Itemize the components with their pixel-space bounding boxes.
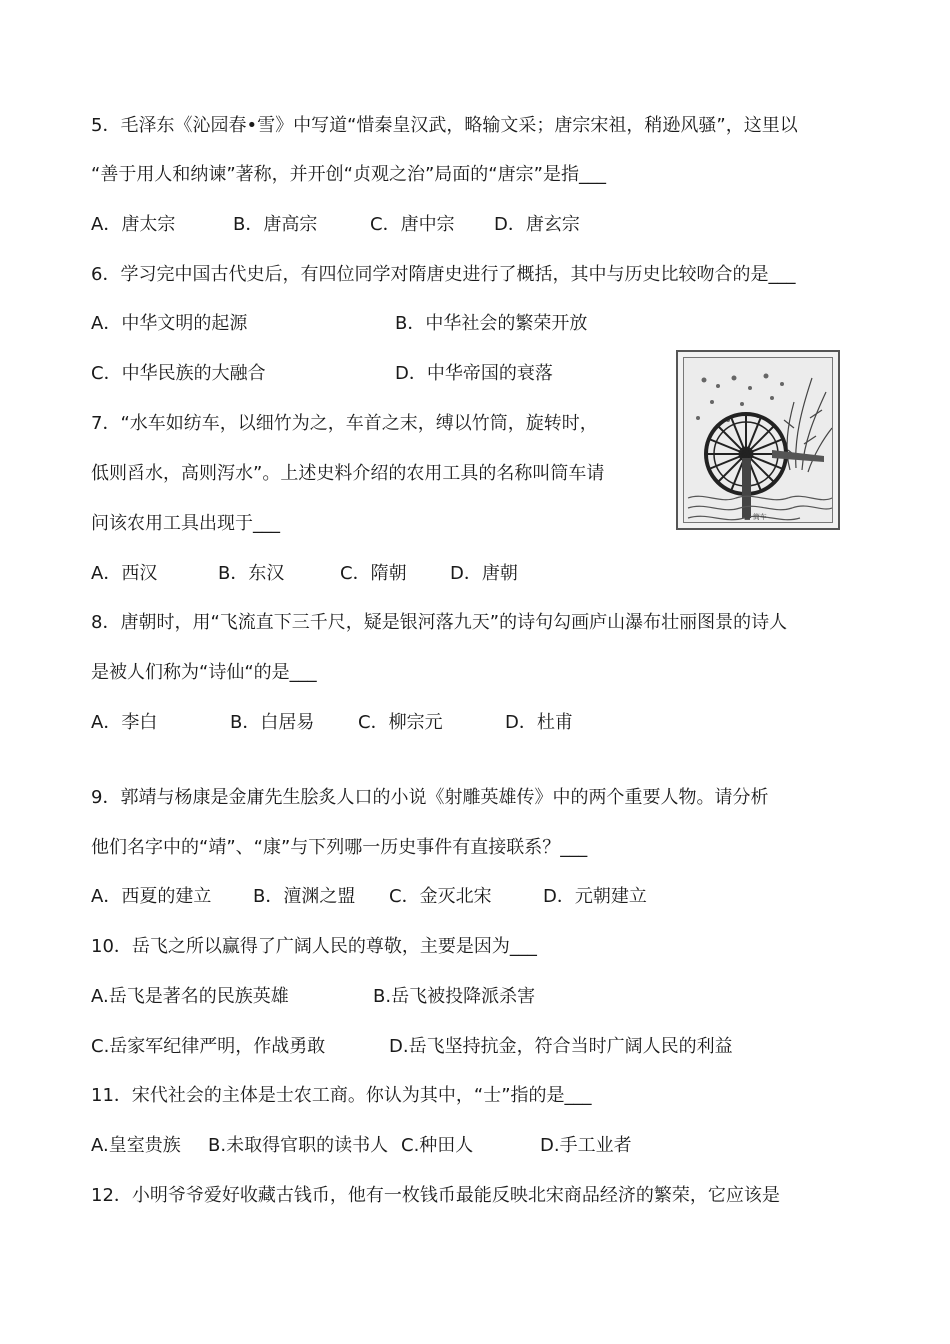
q5-option-a: A．唐太宗 — [91, 214, 176, 235]
q10-option-d: D.岳飞坚持抗金，符合当时广阔人民的利益 — [389, 1036, 733, 1057]
q9-option-b: B．澶渊之盟 — [253, 886, 356, 907]
q11-option-d: D.手工业者 — [540, 1135, 632, 1156]
q11-option-b: B.未取得官职的读书人 — [208, 1135, 389, 1156]
q8-option-a: A．李白 — [91, 712, 158, 733]
water-wheel-figure — [676, 350, 840, 530]
q5-option-d: D．唐玄宗 — [494, 214, 580, 235]
q7-stem-line-3: 问该农用工具出现于___ — [91, 513, 280, 534]
q7-option-d: D．唐朝 — [450, 563, 518, 584]
q6-option-b: B．中华社会的繁荣开放 — [395, 313, 588, 334]
q9-option-a: A．西夏的建立 — [91, 886, 212, 907]
q5-option-c: C．唐中宗 — [370, 214, 455, 235]
q7-stem-line-2: 低则舀水，高则泻水”。上述史料介绍的农用工具的名称叫筒车请 — [91, 463, 605, 484]
q9-stem-line-1: 9．郭靖与杨康是金庸先生脍炙人口的小说《射雕英雄传》中的两个重要人物。请分析 — [91, 787, 769, 808]
q6-option-d: D．中华帝国的衰落 — [395, 363, 553, 384]
q7-option-c: C．隋朝 — [340, 563, 407, 584]
q5-stem-line-2: “善于用人和纳谏”著称，并开创“贞观之治”局面的“唐宗”是指___ — [91, 164, 606, 185]
q10-option-c: C.岳家军纪律严明，作战勇敢 — [91, 1036, 326, 1057]
water-wheel-illustration — [683, 357, 833, 523]
q11-option-c: C.种田人 — [401, 1135, 474, 1156]
q5-stem-line-1: 5．毛泽东《沁园春•雪》中写道“惜秦皇汉武，略输文采；唐宗宋祖，稍逊风骚”，这里以 — [91, 115, 798, 136]
q8-option-c: C．柳宗元 — [358, 712, 443, 733]
q6-option-c: C．中华民族的大融合 — [91, 363, 266, 384]
q10-option-a: A.岳飞是著名的民族英雄 — [91, 986, 289, 1007]
q6-option-a: A．中华文明的起源 — [91, 313, 248, 334]
q5-option-b: B．唐高宗 — [233, 214, 318, 235]
q8-option-d: D．杜甫 — [505, 712, 573, 733]
q10-option-b: B.岳飞被投降派杀害 — [373, 986, 536, 1007]
q8-stem-line-1: 8．唐朝时，用“飞流直下三千尺，疑是银河落九天”的诗句勾画庐山瀑布壮丽图景的诗人 — [91, 612, 788, 633]
q6-stem-line-1: 6．学习完中国古代史后，有四位同学对隋唐史进行了概括，其中与历史比较吻合的是___ — [91, 264, 796, 285]
water-wheel-drawing — [684, 358, 833, 523]
q10-stem-line-1: 10．岳飞之所以赢得了广阔人民的尊敬，主要是因为___ — [91, 936, 537, 957]
q9-option-c: C．金灭北宋 — [389, 886, 492, 907]
q11-option-a: A.皇室贵族 — [91, 1135, 181, 1156]
q11-stem-line-1: 11．宋代社会的主体是士农工商。你认为其中，“士”指的是___ — [91, 1085, 592, 1106]
q9-stem-line-2: 他们名字中的“靖”、“康”与下列哪一历史事件有直接联系？___ — [91, 837, 588, 858]
q8-option-b: B．白居易 — [230, 712, 315, 733]
q8-stem-line-2: 是被人们称为“诗仙“的是___ — [91, 662, 317, 683]
q7-stem-line-1: 7．“水车如纺车，以细竹为之，车首之末，缚以竹筒，旋转时， — [91, 413, 598, 434]
q7-option-b: B．东汉 — [218, 563, 285, 584]
q7-option-a: A．西汉 — [91, 563, 158, 584]
figure-caption: ■ 筒车 — [744, 513, 767, 521]
q9-option-d: D．元朝建立 — [543, 886, 647, 907]
q12-stem-line-1: 12．小明爷爷爱好收藏古钱币，他有一枚钱币最能反映北宋商品经济的繁荣，它应该是 — [91, 1185, 780, 1206]
